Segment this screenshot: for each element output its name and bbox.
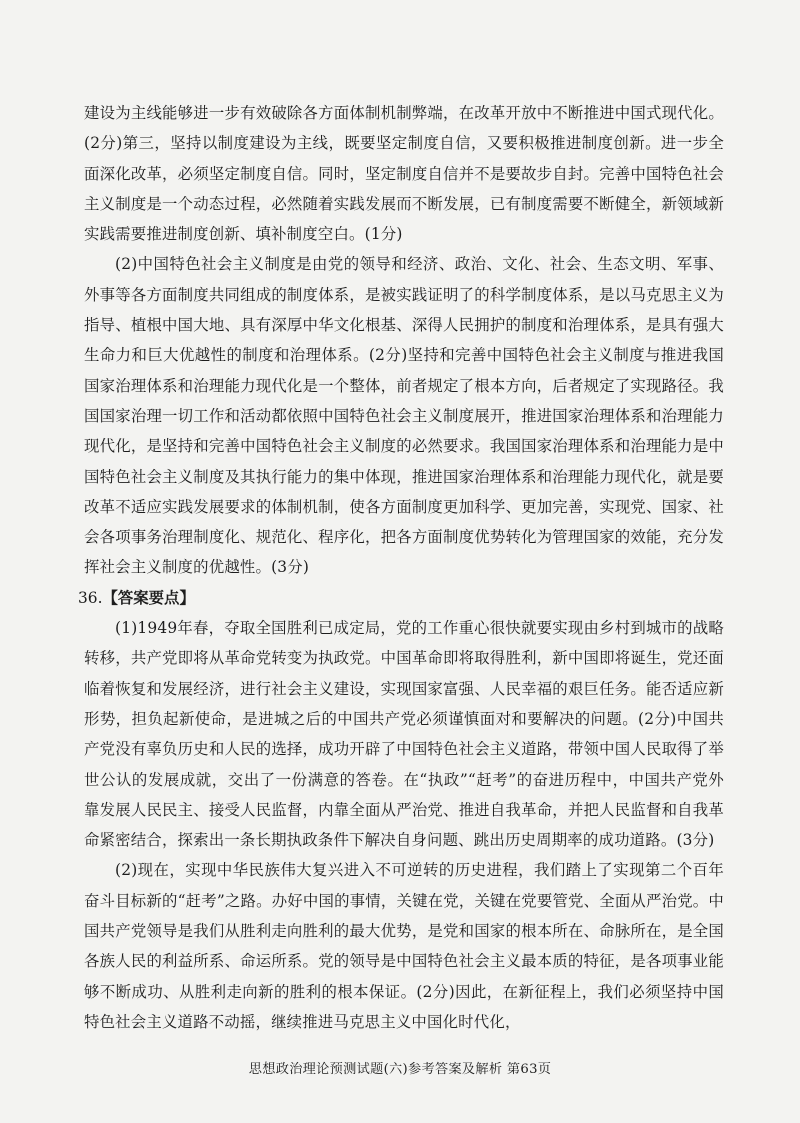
answer-key-title: 【答案要点】 [102, 588, 195, 607]
paragraph-36-part-2: (2)现在，实现中华民族伟大复兴进入不可逆转的历史进程，我们踏上了实现第二个百年奋斗目标新的“赶考”之路。办好中国的事情，关键在党，关键在党要管党、全面从严治党。中国共产党领导是我们从胜利走向胜利的最大优势，是党和国家的根本所在、命脉所在，是全国各族人民的利益所系、命运所系。党的领导是中国特色社会主义最本质的特征，是各项事业能够不断成功、从胜利走向新的胜利的根本保证。(2分)因此，在新征程上，我们必须坚持中国特色社会主义道路不动摇，继续推进马克思主义中国化时代化， [84, 861, 724, 1031]
document-body [78, 98, 724, 1037]
section-heading-36 [78, 583, 724, 613]
paragraph-answer-2: (2)中国特色社会主义制度是由党的领导和经济、政治、文化、社会、生态文明、军事、外事等各方面制度共同组成的制度体系，是被实践证明了的科学制度体系，是以马克思主义为指导、植根中国大地、具有深厚中华文化根基、深得人民拥护的制度和治理体系，是具有强大生命力和巨大优越性的制度和治理体系。(2分)坚持和完善中国特色社会主义制度与推进我国国家治理体系和治理能力现代化是一个整体，前者规定了根本方向，后者规定了实现路径。我国国家治理一切工作和活动都依照中国特色社会主义制度展开，推进国家治理体系和治理能力现代化，是坚持和完善中国特色社会主义制度的必然要求。我国国家治理体系和治理能力是中国特色社会主义制度及其执行能力的集中体现，推进国家治理体系和治理能力现代化，就是要改革不适应实践发展要求的体制机制，使各方面制度更加科学、更加完善，实现党、国家、社会各项事务治理制度化、规范化、程序化，把各方面制度优势转化为管理国家的效能，充分发挥社会主义制度的优越性。(3分) [84, 255, 724, 577]
question-number: 36. [78, 588, 103, 607]
page-footer: 思想政治理论预测试题(六)参考答案及解析 第63页 [248, 1062, 552, 1077]
paragraph-continuation: 建设为主线能够进一步有效破除各方面体制机制弊端，在改革开放中不断推进中国式现代化。(2分)第三，坚持以制度建设为主线，既要坚定制度自信，又要积极推进制度创新。进一步全面深化改革，必须坚定制度自信。同时，坚定制度自信并不是要故步自封。完善中国特色社会主义制度是一个动态过程，必然随着实践发展而不断发展，已有制度需要不断健全，新领域新实践需要推进制度创新、填补制度空白。(1分) [84, 104, 724, 244]
paragraph-36-part-1: (1)1949年春，夺取全国胜利已成定局，党的工作重心很快就要实现由乡村到城市的战略转移，共产党即将从革命党转变为执政党。中国革命即将取得胜利，新中国即将诞生，党还面临着恢复和发展经济，进行社会主义建设，实现国家富强、人民幸福的艰巨任务。能否适应新形势，担负起新使命，是进城之后的中国共产党必须谨慎面对和要解决的问题。(2分)中国共产党没有辜负历史和人民的选择，成功开辟了中国特色社会主义道路，带领中国人民取得了举世公认的发展成就，交出了一份满意的答卷。在“执政”“赶考”的奋进历程中，中国共产党外靠发展人民民主、接受人民监督，内靠全面从严治党、推进自我革命，并把人民监督和自我革命紧密结合，探索出一条长期执政条件下解决自身问题、跳出历史周期率的成功道路。(3分) [84, 619, 724, 850]
